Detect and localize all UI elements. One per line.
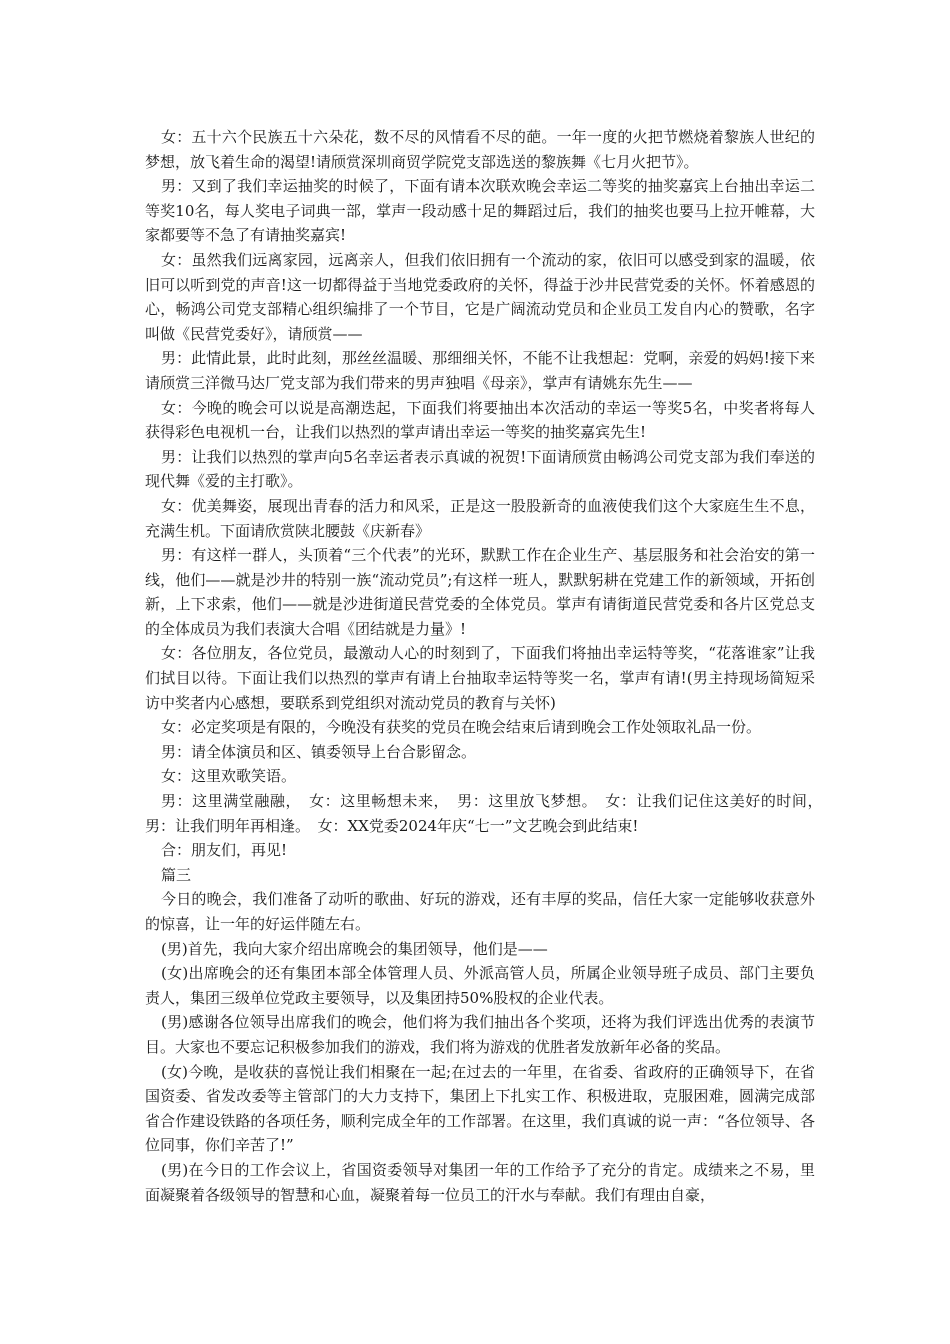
paragraph: 今日的晚会，我们准备了动听的歌曲、好玩的游戏，还有丰厚的奖品，信任大家一定能够收获意外的惊喜，让一年的好运伴随左右。 [145,890,815,933]
paragraph: 女：各位朋友，各位党员，最激动人心的时刻到了，下面我们将抽出幸运特等奖，“花落谁家”让我们拭目以待。下面让我们以热烈的掌声有请上台抽取幸运特等奖一名，掌声有请!(男主持现场简短采访中奖者内心感想，要联系到党组织对流动党员的教育与关怀) [145,644,815,712]
paragraph: 男：请全体演员和区、镇委领导上台合影留念。 [161,742,477,761]
paragraph: 女：虽然我们远离家园，远离亲人，但我们依旧拥有一个流动的家，依旧可以感受到家的温暖，依旧可以听到党的声音!这一切都得益于当地党委政府的关怀，得益于沙井民营党委的关怀。怀着感恩的心，畅鸿公司党支部精心组织编排了一个节目，它是广阔流动党员和企业员工发自内心的赞歌，名字叫做《民营党委好》，请颀赏—— [145,250,815,343]
paragraph: (男)在今日的工作会议上，省国资委领导对集团一年的工作给予了充分的肯定。成绩来之不易，里面凝聚着各级领导的智慧和心血，凝聚着每一位员工的汗水与奉献。我们有理由自豪， [145,1160,815,1204]
paragraph: 女：这里欢歌笑语。 [161,767,297,786]
paragraph: 女：优美舞姿，展现出青春的活力和风采，正是这一股股新奇的血液使我们这个大家庭生生不息，充满生机。下面请欣赏陕北腰鼓《庆新春》 [145,496,815,540]
paragraph: (男)首先，我向大家介绍出席晚会的集团领导，他们是—— [161,939,548,958]
paragraph: 女：五十六个民族五十六朵花，数不尽的风情看不尽的葩。一年一度的火把节燃烧着黎族人世纪的梦想，放飞着生命的渴望!请颀赏深圳商贸学院党支部选送的黎族舞《七月火把节》。 [145,128,815,171]
paragraph: 男：此情此景，此时此刻，那丝丝温暖、那细细关怀，不能不让我想起：党啊，亲爱的妈妈!接下来请颀赏三洋微马达厂党支部为我们带来的男声独唱《母亲》，掌声有请姚东先生—— [145,349,815,392]
paragraph: 男：有这样一群人，头顶着“三个代表”的光环，默默工作在企业生产、基层服务和社会治安的第一线，他们——就是沙井的特别一族“流动党员”;有这样一班人，默默躬耕在党建工作的新领域，开拓创新，上下求索，他们——就是沙进街道民营党委的全体党员。掌声有请街道民营党委和各片区党总支的全体成员为我们表演大合唱《团结就是力量》! [145,546,815,638]
section-heading: 篇三 [161,865,192,884]
paragraph: 男：这里满堂融融， 女：这里畅想未来， 男：这里放飞梦想。 女：让我们记住这美好的时间， 男：让我们明年再相逢。 女：XX党委2024年庆“七一”文艺晚会到此结束! [145,792,831,835]
paragraph: 女：必定奖项是有限的，今晚没有获奖的党员在晚会结束后请到晚会工作处领取礼品一份。 [161,718,762,737]
paragraph: 合：朋友们，再见! [161,841,288,860]
paragraph: (男)感谢各位领导出席我们的晚会，他们将为我们抽出各个奖项，还将为我们评选出优秀的表演节目。大家也不要忘记积极参加我们的游戏，我们将为游戏的优胜者发放新年必备的奖品。 [145,1013,815,1056]
paragraph: 男：又到了我们幸运抽奖的时候了，下面有请本次联欢晚会幸运二等奖的抽奖嘉宾上台抽出幸运二等奖10名，每人奖电子词典一部，掌声一段动感十足的舞蹈过后，我们的抽奖也要马上拉开帷幕，大家都要等不急了有请抽奖嘉宾! [145,177,815,245]
paragraph: (女)出席晚会的还有集团本部全体管理人员、外派高管人员，所属企业领导班子成员、部门主要负责人，集团三级单位党政主要领导，以及集团持50%股权的企业代表。 [145,964,815,1007]
paragraph: (女)今晚，是收获的喜悦让我们相聚在一起;在过去的一年里，在省委、省政府的正确领导下，在省国资委、省发改委等主管部门的大力支持下，集团上下扎实工作、积极进取，克服困难，圆满完成部省合作建设铁路的各项任务，顺利完成全年的工作部署。在这里，我们真诚的说一声：“各位领导、各位同事，你们辛苦了!” [145,1062,815,1155]
paragraph: 男：让我们以热烈的掌声向5名幸运者表示真诚的祝贺!下面请颀赏由畅鸿公司党支部为我们奉送的现代舞《爱的主打歌》。 [145,447,815,491]
paragraph: 女：今晚的晚会可以说是高潮迭起，下面我们将要抽出本次活动的幸运一等奖5名，中奖者将每人获得彩色电视机一台，让我们以热烈的掌声请出幸运一等奖的抽奖嘉宾先生! [145,398,815,442]
document-body [145,125,831,1207]
